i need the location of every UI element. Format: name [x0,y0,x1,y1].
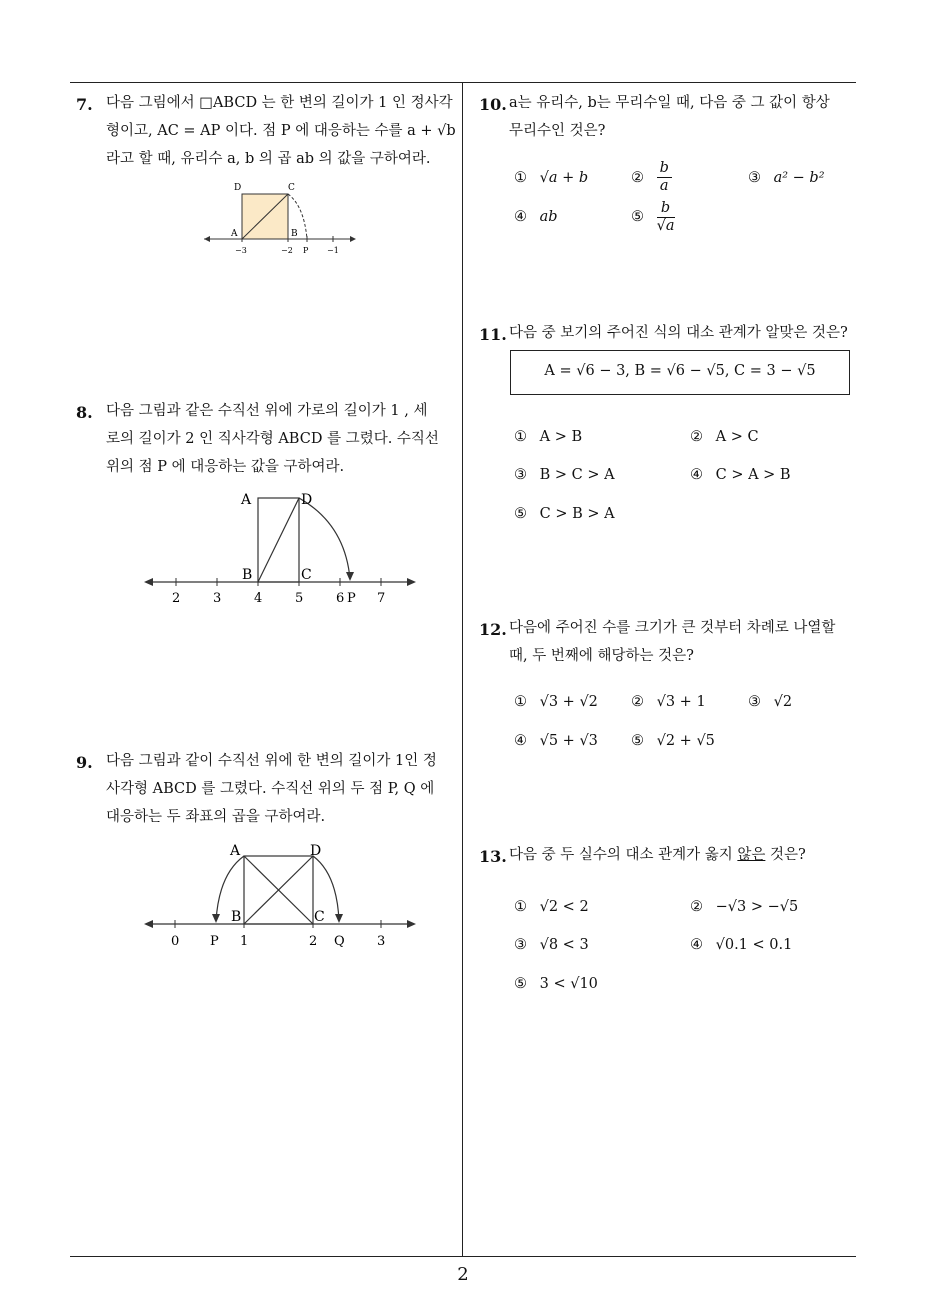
q10-choice-1[interactable] [514,170,588,186]
choice-text: √a + b [539,170,589,186]
label-c: C [288,183,295,193]
question-7-text [106,89,458,173]
question-12-number: 12. [479,620,507,639]
choice-mark: ④ [690,937,703,953]
choice-mark: ① [514,429,527,445]
label-a: A [230,843,241,859]
denominator: a [659,178,669,194]
tick-label: Q [334,934,345,949]
choice-mark: ⑤ [631,209,644,225]
q13-choice-4[interactable] [690,937,792,953]
question-7-line-3: 라고 할 때, 유리수 a, b 의 곱 ab 의 값을 구하여라. [106,151,431,167]
question-8-number: 8. [76,403,93,422]
question-12-text [509,614,861,670]
denominator: √a [656,218,675,234]
q12-choice-3[interactable] [748,694,792,710]
question-8-text [106,397,458,481]
choice-text: √3 + 1 [656,694,706,710]
label-d: D [310,843,322,859]
q11-choice-4[interactable] [690,467,791,483]
tick-label: 3 [213,591,222,606]
tick-label: P [210,934,219,949]
q13-choice-5[interactable] [514,976,598,992]
tick-label: −3 [235,246,247,255]
label-d: D [234,183,242,193]
choice-mark: ④ [514,209,527,225]
choice-mark: ① [514,899,527,915]
question-7-line-2: 형이고, AC = AP 이다. 점 P 에 대응하는 수를 a + √b [106,123,456,139]
question-10-number: 10. [479,95,507,114]
question-8-line-3: 위의 점 P 에 대응하는 값을 구하여라. [106,459,345,475]
choice-mark: ④ [514,733,527,749]
choice-mark: ② [690,899,703,915]
page-number: 2 [457,1264,469,1285]
q11-choice-5[interactable] [514,506,615,522]
choice-mark: ⑤ [514,506,527,522]
label-b: B [242,567,253,583]
tick-label: 3 [377,934,386,949]
tick-label: 6 [336,591,345,606]
question-13-underlined: 않은 [737,847,766,863]
choice-text: √0.1 < 0.1 [715,937,793,953]
label-c: C [301,567,312,583]
tick-label: 0 [171,934,180,949]
fraction [657,200,675,235]
label-a: A [231,229,238,239]
choice-text: ab [539,209,558,225]
choice-mark: ③ [514,937,527,953]
q10-choice-3[interactable] [748,170,825,186]
tick-label: 1 [240,934,249,949]
choice-text: √3 + √2 [539,694,598,710]
q12-choice-2[interactable] [631,694,706,710]
q12-choice-5[interactable] [631,733,715,749]
choice-mark: ③ [748,170,761,186]
choice-mark: ③ [748,694,761,710]
numerator: b [657,200,675,218]
tick-label: P [303,246,309,255]
question-9-line-3: 대응하는 두 좌표의 곱을 구하여라. [106,809,326,825]
question-7-line-1: 다음 그림에서 □ABCD 는 한 변의 길이가 1 인 정사각 [106,95,453,111]
question-13-number: 13. [479,847,507,866]
q12-choice-4[interactable] [514,733,598,749]
tick-label: 7 [377,591,386,606]
label-b: B [231,909,242,925]
q13-choice-2[interactable] [690,899,798,915]
q13-choice-1[interactable] [514,899,589,915]
choice-text: √2 + √5 [656,733,715,749]
bottom-rule [70,1256,856,1257]
q11-given-box: A = √6 − 3, B = √6 − √5, C = 3 − √5 [510,350,850,395]
arc-arrowhead [346,572,354,581]
choice-text: A > C [715,429,759,445]
choice-text: √8 < 3 [539,937,589,953]
label-c: C [314,909,325,925]
question-7-number: 7. [76,95,93,114]
arrow-right [407,920,416,928]
q12-choice-1[interactable] [514,694,598,710]
q10-choice-2[interactable] [631,160,672,195]
choice-mark: ④ [690,467,703,483]
question-11-text [509,319,861,347]
tick-label: 2 [172,591,181,606]
q11-choice-1[interactable] [514,429,582,445]
arrow-left [144,920,153,928]
arrow-right [350,236,356,242]
choice-mark: ⑤ [631,733,644,749]
choice-text: √2 [773,694,793,710]
tick-label: P [347,591,356,606]
choice-text: B > C > A [539,467,615,483]
arrow-left [204,236,210,242]
question-13-text-pre: 다음 중 두 실수의 대소 관계가 옳지 [509,847,738,863]
arrow-left [144,578,153,586]
arc-arrowhead-p [212,914,220,923]
question-11-line-1: 다음 중 보기의 주어진 식의 대소 관계가 알맞은 것은? [509,325,848,341]
choice-mark: ③ [514,467,527,483]
choice-mark: ① [514,170,527,186]
tick-label: 2 [309,934,318,949]
q10-choice-4[interactable] [514,209,558,225]
label-d: D [301,492,313,508]
tick-label: −2 [281,246,293,255]
question-12-line-2: 때, 두 번째에 해당하는 것은? [509,648,694,664]
question-9-line-1: 다음 그림과 같이 수직선 위에 한 변의 길이가 1인 정 [106,753,437,769]
q11-choice-3[interactable] [514,467,615,483]
choice-mark: ② [690,429,703,445]
tick-label: 4 [254,591,263,606]
question-9-line-2: 사각형 ABCD 를 그렸다. 수직선 위의 두 점 P, Q 에 [106,781,435,797]
question-13-text-post: 것은? [765,847,806,863]
q11-choice-2[interactable] [690,429,759,445]
choice-text: a² − b² [773,170,825,186]
question-7-figure [200,176,360,260]
choice-text: A > B [539,429,583,445]
arc-arrowhead-q [335,914,343,923]
top-rule [70,82,856,83]
question-12-line-1: 다음에 주어진 수를 크기가 큰 것부터 차례로 나열할 [509,620,836,636]
choice-text: √2 < 2 [539,899,589,915]
choice-mark: ⑤ [514,976,527,992]
q10-choice-5[interactable] [631,200,675,235]
question-10-line-1: a는 유리수, b는 무리수일 때, 다음 중 그 값이 항상 [509,95,830,111]
question-9-text [106,747,458,831]
choice-mark: ① [514,694,527,710]
question-8-line-2: 로의 길이가 2 인 직사각형 ABCD 를 그렸다. 수직선 [106,431,439,447]
question-8-figure [140,486,420,610]
question-8-line-1: 다음 그림과 같은 수직선 위에 가로의 길이가 1 , 세 [106,403,428,419]
fraction [657,160,672,195]
label-b: B [291,229,298,239]
column-divider [462,82,463,1257]
choice-text: −√3 > −√5 [715,899,799,915]
arrow-right [407,578,416,586]
choice-mark: ② [631,170,644,186]
question-11-number: 11. [479,325,507,344]
numerator: b [657,160,672,178]
choice-text: C > A > B [715,467,791,483]
choice-text: C > B > A [539,506,615,522]
question-10-line-2: 무리수인 것은? [509,123,606,139]
q13-choice-3[interactable] [514,937,589,953]
question-13-text [509,841,861,869]
choice-mark: ② [631,694,644,710]
tick-label: −1 [327,246,339,255]
question-10-text [509,89,861,145]
tick-label: 5 [295,591,304,606]
question-9-number: 9. [76,753,93,772]
question-9-figure [140,836,420,952]
label-a: A [241,492,252,508]
choice-text: √5 + √3 [539,733,598,749]
choice-text: 3 < √10 [539,976,598,992]
diagonal-bd [258,498,299,582]
